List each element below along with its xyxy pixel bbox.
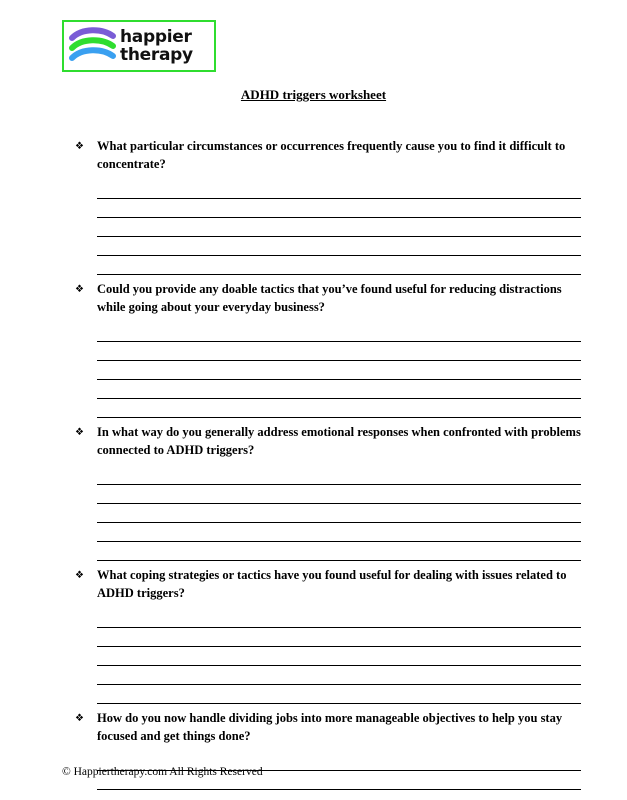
brand-logo [62,20,216,72]
question-text: What coping strategies or tactics have you found useful for dealing with issues related to ADHD triggers? [97,568,567,600]
answer-lines[interactable] [97,323,581,418]
answer-lines[interactable] [97,180,581,275]
page-title: ADHD triggers worksheet [240,87,387,102]
answer-line[interactable] [97,256,581,275]
footer-copyright: © Happiertherapy.com All Rights Reserved [62,766,263,778]
answer-line[interactable] [97,237,581,256]
logo-wordmark-line1: happier [120,27,192,47]
question-block [0,710,627,790]
logo-wordmark-line2: therapy [120,45,193,65]
answer-line[interactable] [97,609,581,628]
question-block [0,424,627,561]
answer-line[interactable] [97,685,581,704]
answer-lines[interactable] [97,466,581,561]
answer-line[interactable] [97,485,581,504]
answer-line[interactable] [97,466,581,485]
diamond-bullet-icon: ❖ [75,427,84,438]
question-text: Could you provide any doable tactics that you’ve found useful for reducing distractions while going about your everyday business? [97,282,562,314]
answer-line[interactable] [97,380,581,399]
answer-line[interactable] [97,399,581,418]
answer-line[interactable] [97,199,581,218]
answer-line[interactable] [97,180,581,199]
logo-wordmark [120,28,193,64]
answer-line[interactable] [97,218,581,237]
answer-line[interactable] [97,628,581,647]
answer-line[interactable] [97,647,581,666]
answer-line[interactable] [97,342,581,361]
question-text: What particular circumstances or occurrences frequently cause you to find it difficult to concentrate? [97,139,566,171]
answer-line[interactable] [97,323,581,342]
diamond-bullet-icon: ❖ [75,713,84,724]
diamond-bullet-icon: ❖ [75,284,84,295]
logo-swoosh-icon [68,24,118,68]
question-block [0,138,627,275]
question-block [0,281,627,418]
question-block [0,567,627,704]
question-text: How do you now handle dividing jobs into more manageable objectives to help you stay focused and get things done? [97,711,563,743]
answer-line[interactable] [97,361,581,380]
diamond-bullet-icon: ❖ [75,570,84,581]
answer-line[interactable] [97,666,581,685]
answer-line[interactable] [97,542,581,561]
questions-list [0,138,627,796]
diamond-bullet-icon: ❖ [75,141,84,152]
answer-line[interactable] [97,504,581,523]
answer-line[interactable] [97,523,581,542]
answer-lines[interactable] [97,609,581,704]
question-text: In what way do you generally address emotional responses when confronted with problems connected to ADHD triggers? [97,425,581,457]
